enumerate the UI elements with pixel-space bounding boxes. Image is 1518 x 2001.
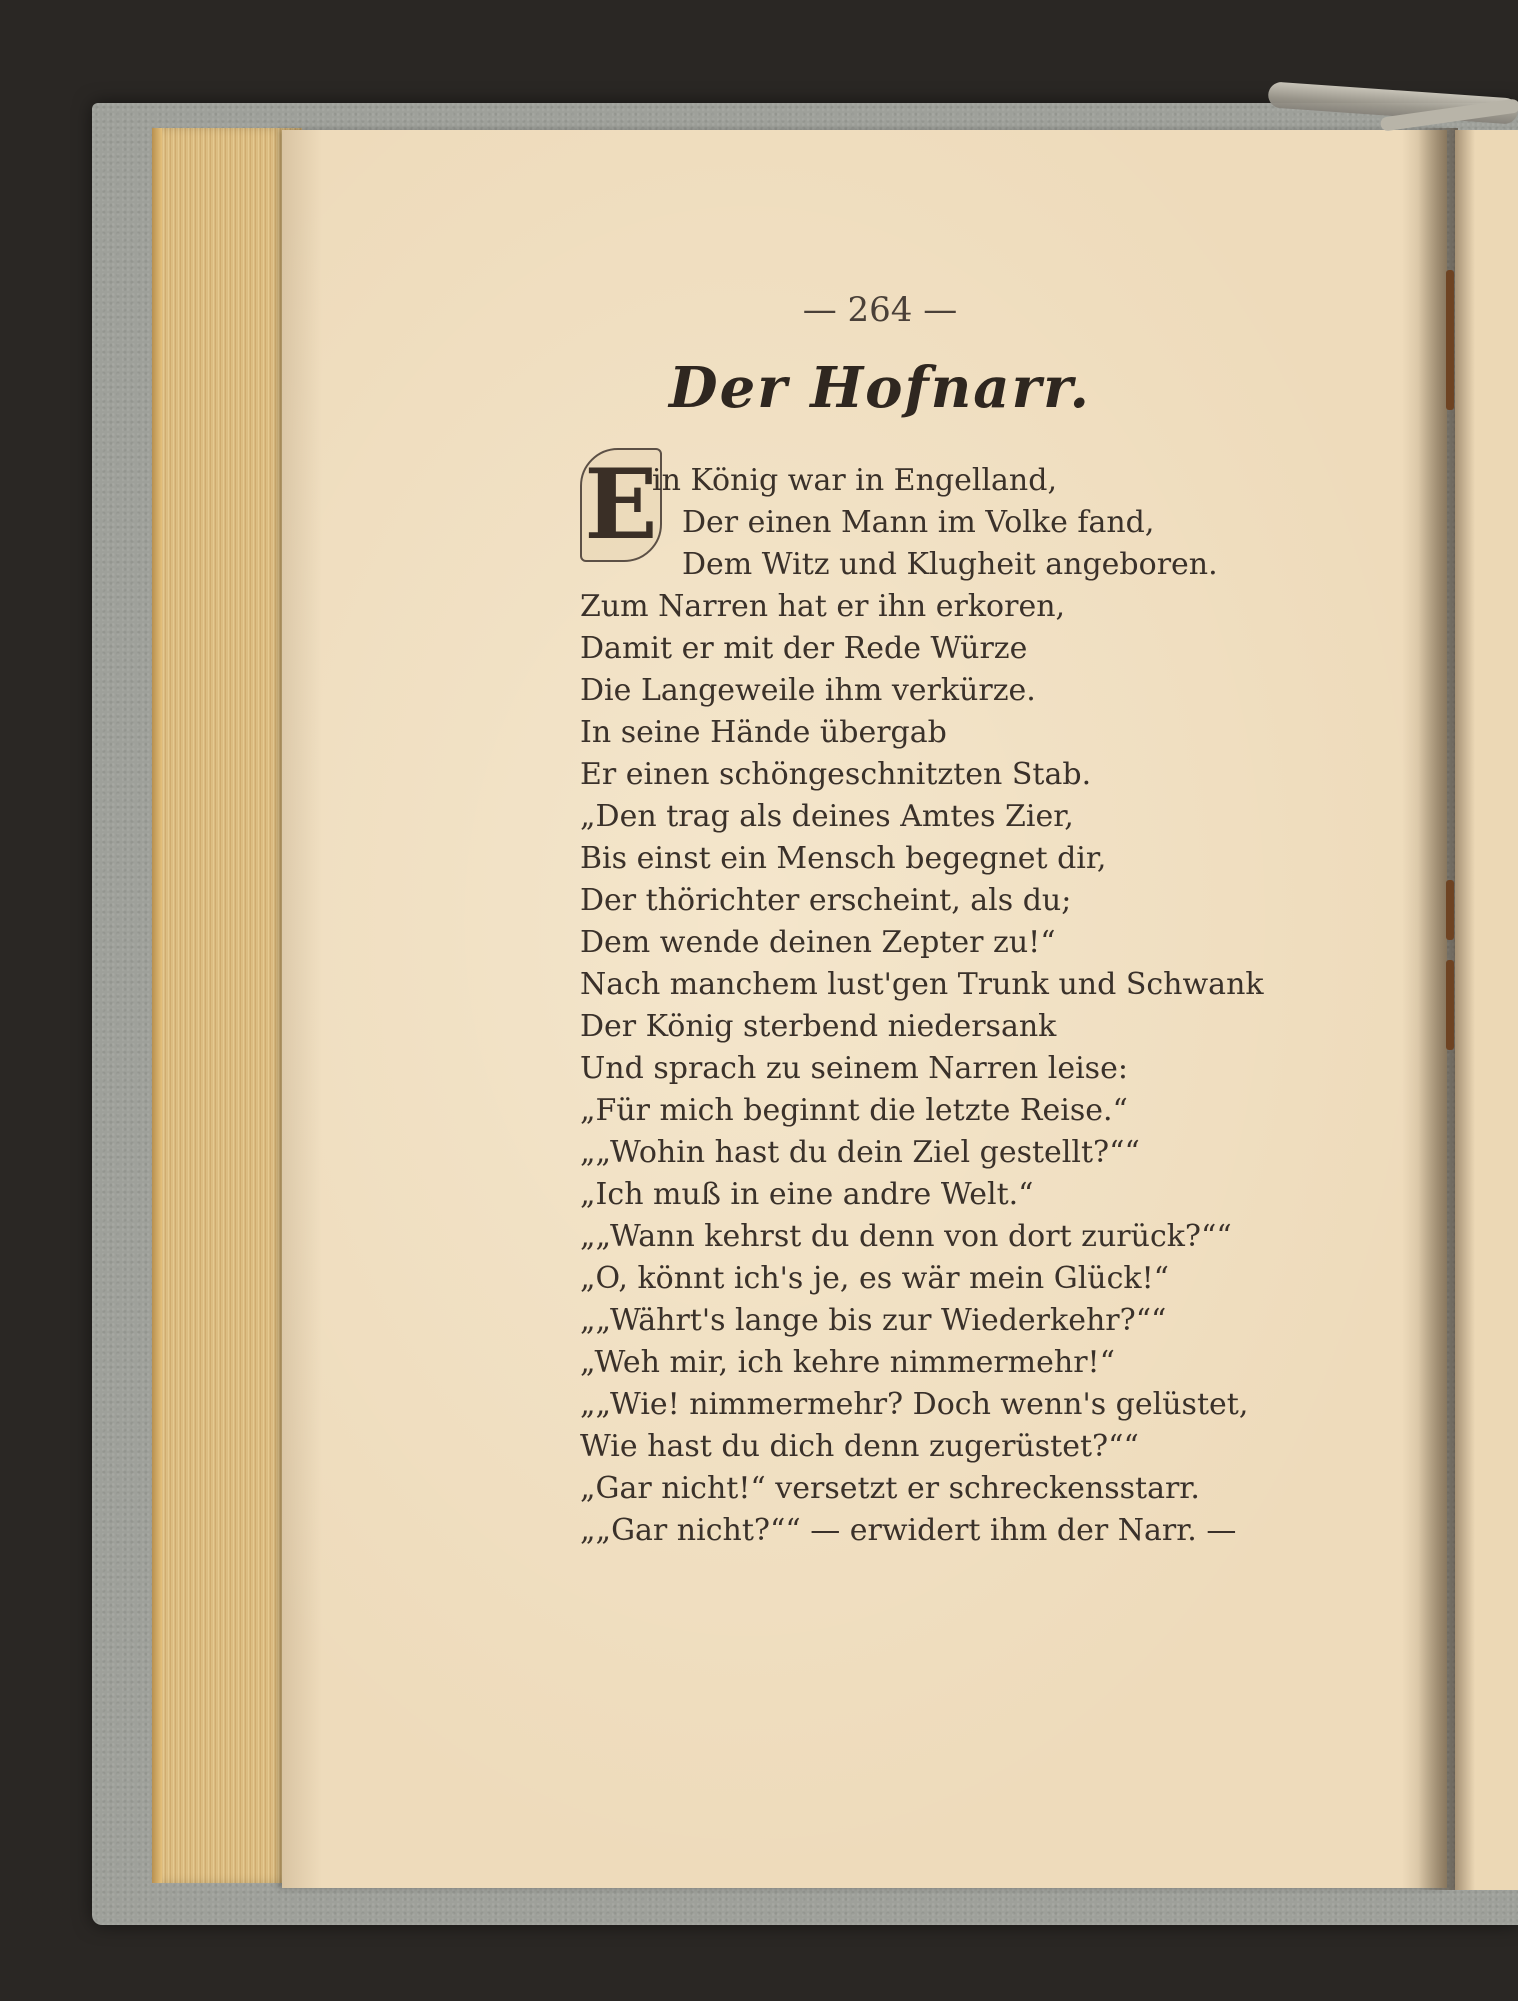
poem-line: Dem Witz und Klugheit angeboren.	[682, 547, 1218, 582]
binding-stitch	[1446, 880, 1454, 940]
drop-cap: E	[580, 448, 662, 562]
poem-line: „Den trag als deines Amtes Zier,	[580, 799, 1074, 834]
poem-line: Der einen Mann im Volke fand,	[682, 505, 1155, 540]
poem-line: Wie hast du dich denn zugerüstet?““	[580, 1429, 1139, 1464]
poem-line: In seine Hände übergab	[580, 715, 947, 750]
page-edges	[152, 128, 302, 1883]
poem-line: „Gar nicht!“ versetzt er schreckensstarr.	[580, 1471, 1200, 1506]
poem-line: „„Gar nicht?““ — erwidert ihm der Narr. —	[580, 1513, 1237, 1548]
poem-title: Der Hofnarr.	[669, 355, 1091, 421]
poem-line: „Für mich beginnt die letzte Reise.“	[580, 1093, 1128, 1128]
poem-line: Zum Narren hat er ihn erkoren,	[580, 589, 1066, 624]
poem-line: Er einen schöngeschnitzten Stab.	[580, 757, 1092, 792]
binding-stitch	[1446, 960, 1454, 1050]
poem-body	[580, 460, 1300, 1552]
poem-line: „Ich muß in eine andre Welt.“	[580, 1177, 1034, 1212]
poem-line: „„Wie! nimmermehr? Doch wenn's gelüstet,	[580, 1387, 1249, 1422]
poem-line: „Weh mir, ich kehre nimmermehr!“	[580, 1345, 1115, 1380]
binding-stitch	[1446, 330, 1454, 410]
right-page	[1455, 130, 1518, 1890]
poem-line: „O, könnt ich's je, es wär mein Glück!“	[580, 1261, 1169, 1296]
poem-line: in König war in Engelland,	[652, 463, 1057, 498]
poem-line: Die Langeweile ihm verkürze.	[580, 673, 1036, 708]
poem-line: Und sprach zu seinem Narren leise:	[580, 1051, 1128, 1086]
poem-line: Der thörichter erscheint, als du;	[580, 883, 1072, 918]
poem-line: „„Wann kehrst du denn von dort zurück?““	[580, 1219, 1232, 1254]
poem-line: „„Wohin hast du dein Ziel gestellt?““	[580, 1135, 1140, 1170]
poem-line: Dem wende deinen Zepter zu!“	[580, 925, 1056, 960]
poem-line: Nach manchem lust'gen Trunk und Schwank	[580, 967, 1264, 1002]
poem-line: Damit er mit der Rede Würze	[580, 631, 1028, 666]
gilded-edge	[152, 128, 162, 1883]
poem-line: Der König sterbend niedersank	[580, 1009, 1057, 1044]
poem-line: Bis einst ein Mensch begegnet dir,	[580, 841, 1107, 876]
poem-line: „„Währt's lange bis zur Wiederkehr?““	[580, 1303, 1167, 1338]
page-number: — 264 —	[802, 290, 958, 330]
